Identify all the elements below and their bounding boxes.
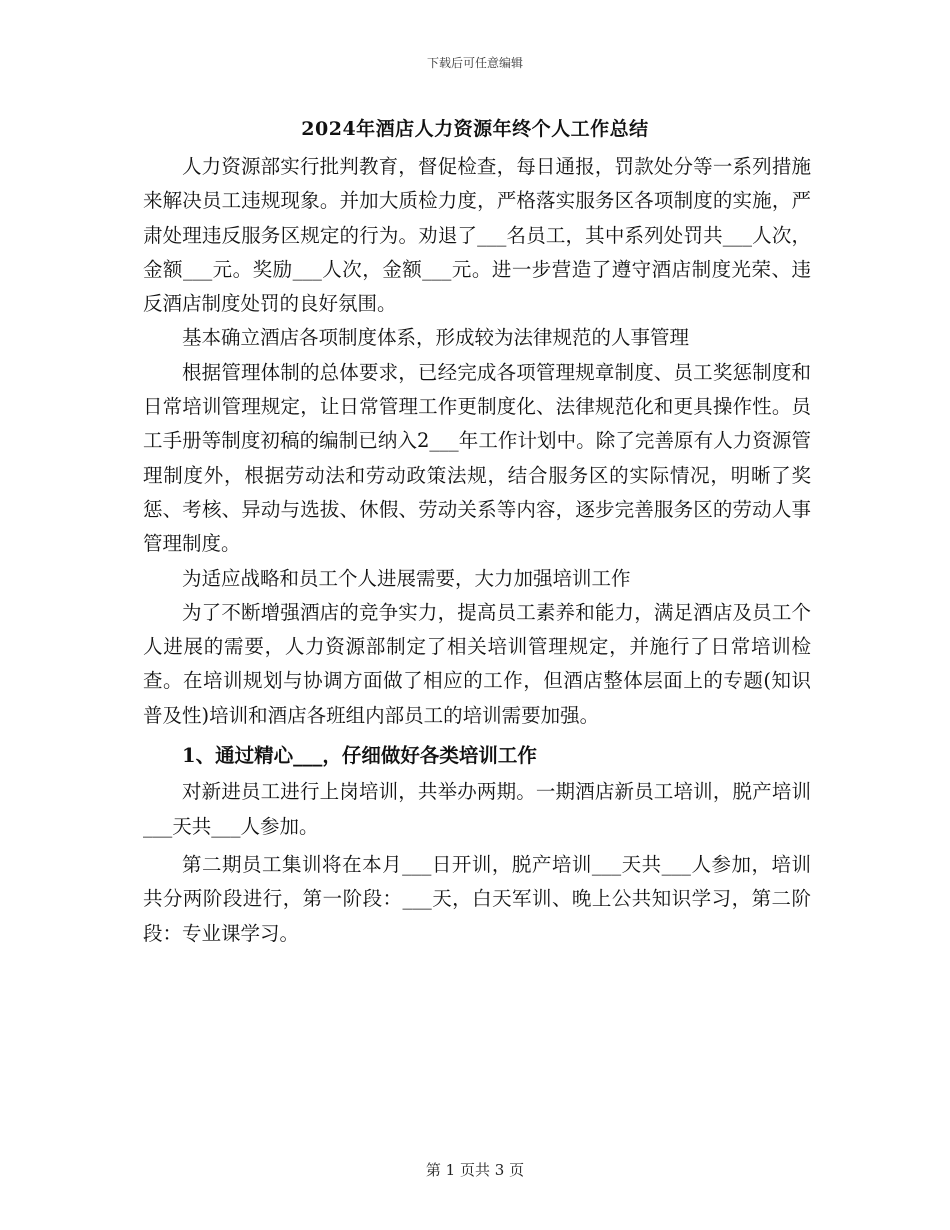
paragraph-training-heading: 为适应战略和员工个人进展需要，大力加强培训工作 xyxy=(182,566,631,590)
paragraph-system-detail: 根据管理体制的总体要求，已经完成各项管理规章制度、员工奖惩制度和日常培训管理规定，让日常管理工作更制度化、法律规范化和更具操作性。员工手册等制度初稿的编制已纳入2___年工作计划中。除了完善原有人力资源管理制度外，根据劳动法和劳动政策法规，结合服务区的实际情况，明晰了奖惩、考核、异动与选拔、休假、劳动关系等内容，逐步完善服务区的劳动人事管理制度。 xyxy=(143,360,811,556)
paragraph-system-heading: 基本确立酒店各项制度体系，形成较为法律规范的人事管理 xyxy=(182,326,690,350)
document-title: 2024年酒店人力资源年终个人工作总结 xyxy=(301,118,649,140)
section-heading-training: 1、通过精心___，仔细做好各类培训工作 xyxy=(182,744,537,768)
document-body xyxy=(143,150,811,951)
page-footer: 第 1 页共 3 页 xyxy=(425,1161,525,1179)
paragraph-second-training: 第二期员工集训将在本月___日开训，脱产培训___天共___人参加，培训共分两阶段进行，第一阶段：___天，白天军训、晚上公共知识学习，第二阶段：专业课学习。 xyxy=(143,852,811,945)
paragraph-training-detail: 为了不断增强酒店的竞争实力，提高员工素养和能力，满足酒店及员工个人进展的需要，人力资源部制定了相关培训管理规定，并施行了日常培训检查。在培训规划与协调方面做了相应的工作，但酒店整体层面上的专题(知识普及性)培训和酒店各班组内部员工的培训需要加强。 xyxy=(143,600,811,727)
header-note: 下载后可任意编辑 xyxy=(426,56,523,70)
paragraph-discipline: 人力资源部实行批判教育，督促检查，每日通报，罚款处分等一系列措施来解决员工违规现象。并加大质检力度，严格落实服务区各项制度的实施，严肃处理违反服务区规定的行为。劝退了___名员工，其中系列处罚共___人次，金额___元。奖励___人次，金额___元。进一步营造了遵守酒店制度光荣、违反酒店制度处罚的良好氛围。 xyxy=(143,155,811,316)
paragraph-new-staff-training: 对新进员工进行上岗培训，共举办两期。一期酒店新员工培训，脱产培训___天共___人参加。 xyxy=(143,780,811,838)
